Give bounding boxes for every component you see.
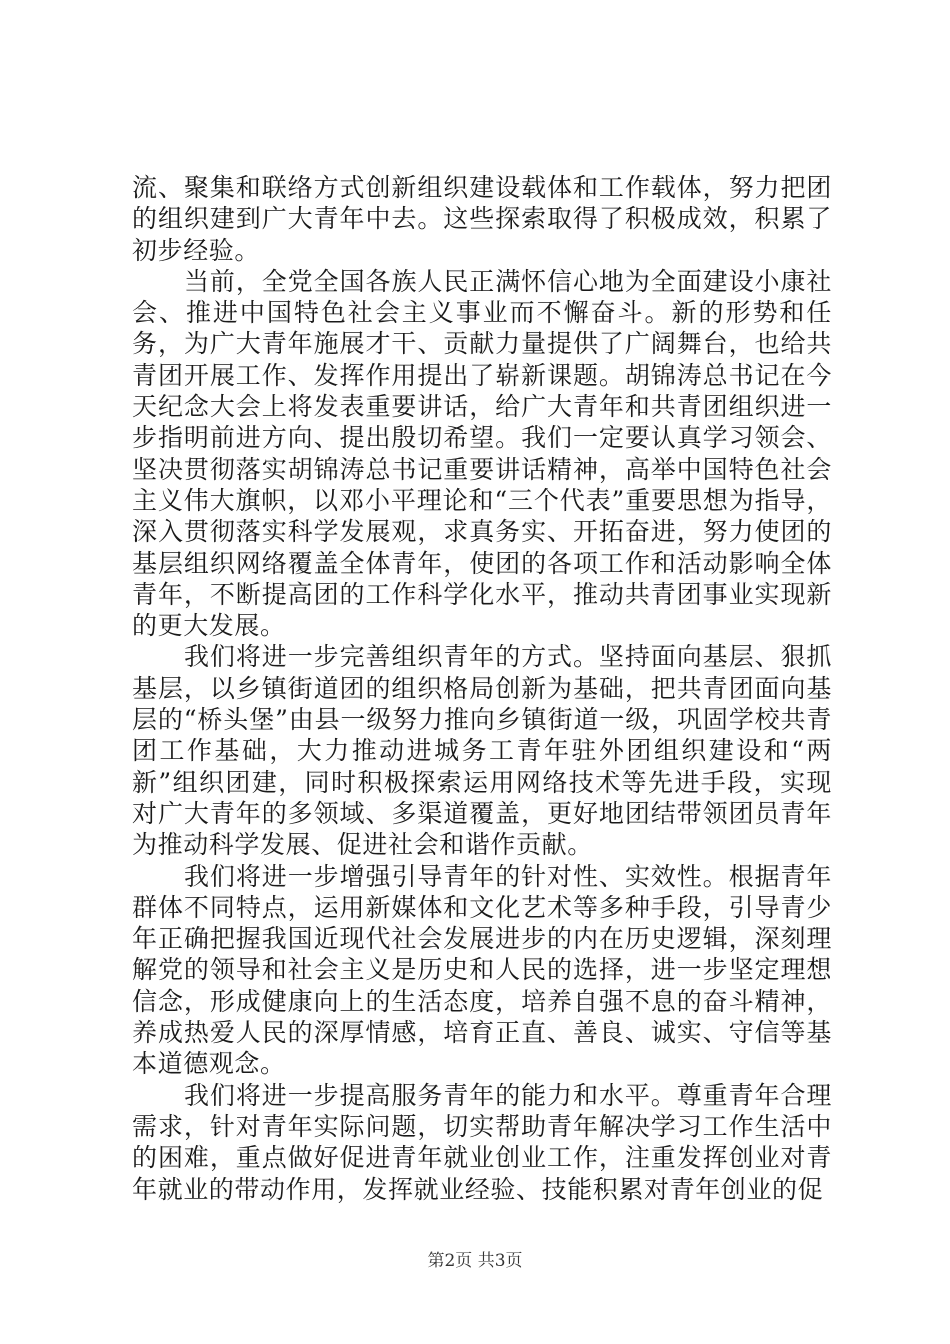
page-number-footer: 第2页 共3页 [427, 1251, 523, 1271]
document-body [132, 172, 832, 1205]
paragraph-3: 我们将进一步完善组织青年的方式。坚持面向基层、狠抓基层，以乡镇街道团的组织格局创新为基础，把共青团面向基层的“桥头堡”由县一级努力推向乡镇街道一级，巩固学校共青团工作基础，大力推动进城务工青年驻外团组织建设和“两新”组织团建，同时积极探索运用网络技术等先进手段，实现对广大青年的多领域、多渠道覆盖，更好地团结带领团员青年为推动科学发展、促进社会和谐作贡献。 [132, 642, 832, 860]
paragraph-1: 流、聚集和联络方式创新组织建设载体和工作载体，努力把团的组织建到广大青年中去。这些探索取得了积极成效，积累了初步经验。 [132, 173, 832, 265]
paragraph-4: 我们将进一步增强引导青年的针对性、实效性。根据青年群体不同特点，运用新媒体和文化艺术等多种手段，引导青少年正确把握我国近现代社会发展进步的内在历史逻辑，深刻理解党的领导和社会主义是历史和人民的选择，进一步坚定理想信念，形成健康向上的生活态度，培养自强不息的奋斗精神，养成热爱人民的深厚情感，培育正直、善良、诚实、守信等基本道德观念。 [132, 861, 832, 1079]
paragraph-2: 当前，全党全国各族人民正满怀信心地为全面建设小康社会、推进中国特色社会主义事业而不懈奋斗。新的形势和任务，为广大青年施展才干、贡献力量提供了广阔舞台，也给共青团开展工作、发挥作用提出了崭新课题。胡锦涛总书记在今天纪念大会上将发表重要讲话，给广大青年和共青团组织进一步指明前进方向、提出殷切希望。我们一定要认真学习领会、坚决贯彻落实胡锦涛总书记重要讲话精神，高举中国特色社会主义伟大旗帜，以邓小平理论和“三个代表”重要思想为指导，深入贯彻落实科学发展观，求真务实、开拓奋进，努力使团的基层组织网络覆盖全体青年，使团的各项工作和活动影响全体青年，不断提高团的工作科学化水平，推动共青团事业实现新的更大发展。 [132, 266, 832, 641]
paragraph-5: 我们将进一步提高服务青年的能力和水平。尊重青年合理需求，针对青年实际问题，切实帮助青年解决学习工作生活中的困难，重点做好促进青年就业创业工作，注重发挥创业对青年就业的带动作用，发挥就业经验、技能积累对青年创业的促 [132, 1080, 832, 1204]
